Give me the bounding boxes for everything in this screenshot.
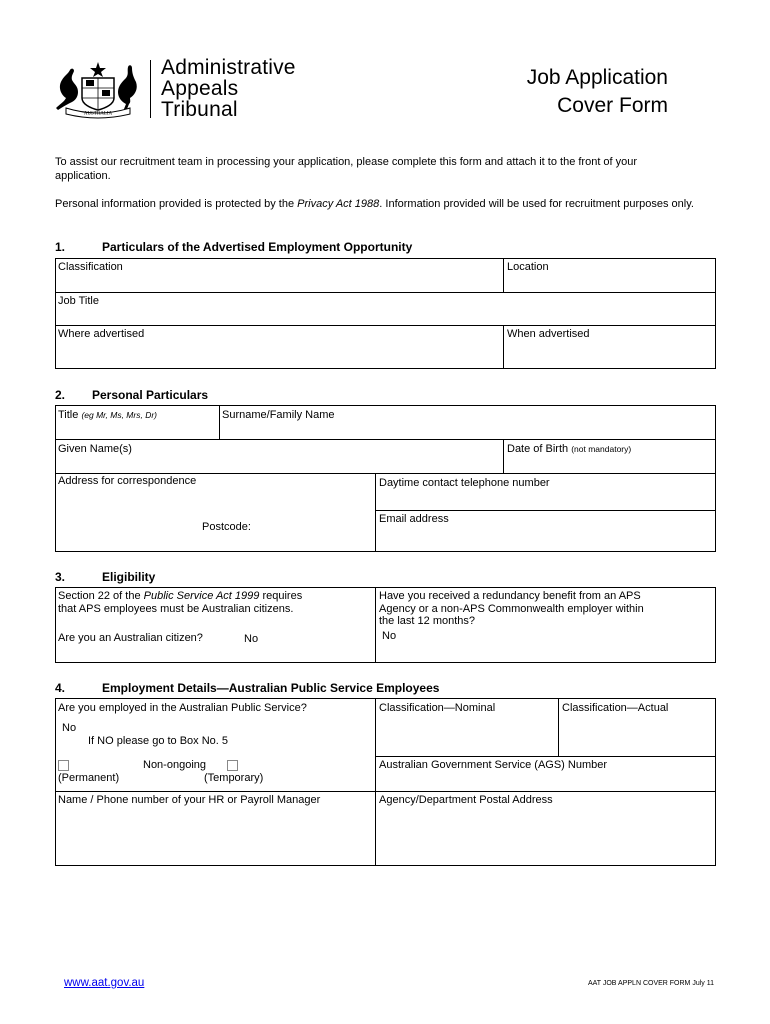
org-name bbox=[161, 57, 296, 120]
aps-employed-question: Are you employed in the Australian Public Service? bbox=[58, 702, 307, 714]
intro-paragraph-2 bbox=[55, 198, 695, 212]
intro-paragraph-1: To assist our recruitment team in processing your application, please complete this form and attach it to the front of your application. bbox=[55, 156, 638, 182]
section-4-divider-2 bbox=[55, 791, 716, 792]
section-1-divider-1 bbox=[55, 292, 716, 293]
when-advertised-field[interactable]: When advertised bbox=[507, 328, 590, 340]
section-4-divider-1 bbox=[375, 756, 716, 757]
document-title-line-2: Cover Form bbox=[557, 94, 668, 117]
postal-address-field[interactable]: Agency/Department Postal Address bbox=[379, 794, 553, 806]
section-4-title: Employment Details—Australian Public Service Employees bbox=[102, 681, 440, 695]
section-4-box bbox=[55, 698, 716, 866]
org-name-line-2: Appeals bbox=[161, 77, 239, 100]
org-name-line-1: Administrative bbox=[161, 56, 296, 79]
section-1-vdivider-1 bbox=[503, 258, 504, 292]
section-3-vdivider bbox=[375, 587, 376, 663]
citizen-no-option[interactable]: No bbox=[244, 633, 259, 645]
section-3-number: 3. bbox=[55, 570, 66, 584]
logo-divider bbox=[150, 60, 151, 118]
permanent-label: (Permanent) bbox=[58, 772, 120, 784]
classification-nominal-field[interactable]: Classification—Nominal bbox=[379, 702, 496, 714]
org-name-line-3: Tribunal bbox=[161, 98, 238, 121]
phone-field[interactable]: Daytime contact telephone number bbox=[379, 477, 550, 489]
location-field[interactable]: Location bbox=[507, 261, 549, 273]
intro-privacy-pre: Personal information provided is protected by the bbox=[55, 198, 298, 210]
redundancy-no-option[interactable]: No bbox=[382, 630, 397, 642]
section-1-vdivider-2 bbox=[503, 325, 504, 369]
eligibility-text-line-2: that APS employees must be Australian citizens. bbox=[58, 603, 294, 615]
eligibility-text-line-1 bbox=[58, 590, 302, 603]
section-2-number: 2. bbox=[55, 388, 66, 402]
classification-field[interactable]: Classification bbox=[58, 261, 123, 273]
section-4-vdivider-2 bbox=[558, 698, 559, 756]
postcode-field[interactable]: Postcode: bbox=[202, 521, 251, 533]
job-title-field[interactable]: Job Title bbox=[58, 295, 99, 307]
eligibility-pre: Section 22 of the bbox=[58, 590, 144, 602]
section-3-title: Eligibility bbox=[102, 570, 156, 584]
redundancy-question-line-3: the last 12 months? bbox=[379, 615, 476, 627]
section-4-number: 4. bbox=[55, 681, 66, 695]
document-title-line-1: Job Application bbox=[526, 66, 668, 89]
hr-manager-field[interactable]: Name / Phone number of your HR or Payroll Manager bbox=[58, 794, 321, 806]
website-link[interactable]: www.aat.gov.au bbox=[64, 977, 145, 989]
crest-label: AUSTRALIA bbox=[83, 111, 113, 117]
redundancy-question-line-2: Agency or a non-APS Commonwealth employer within bbox=[379, 603, 644, 615]
section-1-number: 1. bbox=[55, 240, 66, 254]
title-field-hint: (eg Mr, Ms, Mrs, Dr) bbox=[81, 410, 157, 420]
non-ongoing-checkbox[interactable] bbox=[227, 760, 238, 771]
dob-hint: (not mandatory) bbox=[571, 444, 632, 454]
section-2-divider-3 bbox=[375, 510, 716, 511]
dob-label: Date of Birth bbox=[507, 443, 569, 455]
section-1-title: Particulars of the Advertised Employment Opportunity bbox=[102, 240, 413, 254]
section-1-box bbox=[55, 258, 716, 369]
document-title bbox=[527, 64, 668, 120]
surname-field[interactable]: Surname/Family Name bbox=[222, 409, 335, 421]
intro-privacy-post: . Information provided will be used for recruitment purposes only. bbox=[379, 198, 694, 210]
temporary-label: (Temporary) bbox=[204, 772, 264, 784]
section-2-vdivider-3 bbox=[375, 473, 376, 552]
aps-no-option[interactable]: No bbox=[62, 722, 77, 734]
redundancy-question-line-1: Have you received a redundancy benefit from an APS bbox=[379, 590, 641, 602]
permanent-checkbox[interactable] bbox=[58, 760, 69, 771]
section-2-divider-1 bbox=[55, 439, 716, 440]
coat-of-arms-logo bbox=[52, 58, 144, 120]
privacy-act-name: Privacy Act 1988 bbox=[297, 198, 380, 210]
title-field[interactable] bbox=[58, 409, 157, 422]
ags-number-field[interactable]: Australian Government Service (AGS) Number bbox=[379, 759, 608, 771]
classification-actual-field[interactable]: Classification—Actual bbox=[562, 702, 669, 714]
section-2-title: Personal Particulars bbox=[92, 388, 209, 402]
section-2-vdivider-1 bbox=[219, 405, 220, 439]
form-reference: AAT JOB APPLN COVER FORM July 11 bbox=[587, 980, 714, 987]
citizen-question: Are you an Australian citizen? bbox=[58, 632, 203, 644]
where-advertised-field[interactable]: Where advertised bbox=[58, 328, 145, 340]
section-4-vdivider-1 bbox=[375, 698, 376, 866]
given-names-field[interactable]: Given Name(s) bbox=[58, 443, 132, 455]
public-service-act-name: Public Service Act 1999 bbox=[143, 590, 260, 602]
date-of-birth-field[interactable] bbox=[507, 443, 631, 456]
address-field[interactable]: Address for correspondence bbox=[58, 475, 197, 487]
section-1-divider-2 bbox=[55, 325, 716, 326]
eligibility-post: requires bbox=[259, 590, 303, 602]
section-2-divider-2 bbox=[55, 473, 716, 474]
if-no-instruction: If NO please go to Box No. 5 bbox=[88, 735, 229, 747]
email-field[interactable]: Email address bbox=[379, 513, 449, 525]
non-ongoing-label: Non-ongoing bbox=[143, 759, 206, 771]
title-field-label: Title bbox=[58, 409, 79, 421]
section-2-vdivider-2 bbox=[503, 439, 504, 473]
